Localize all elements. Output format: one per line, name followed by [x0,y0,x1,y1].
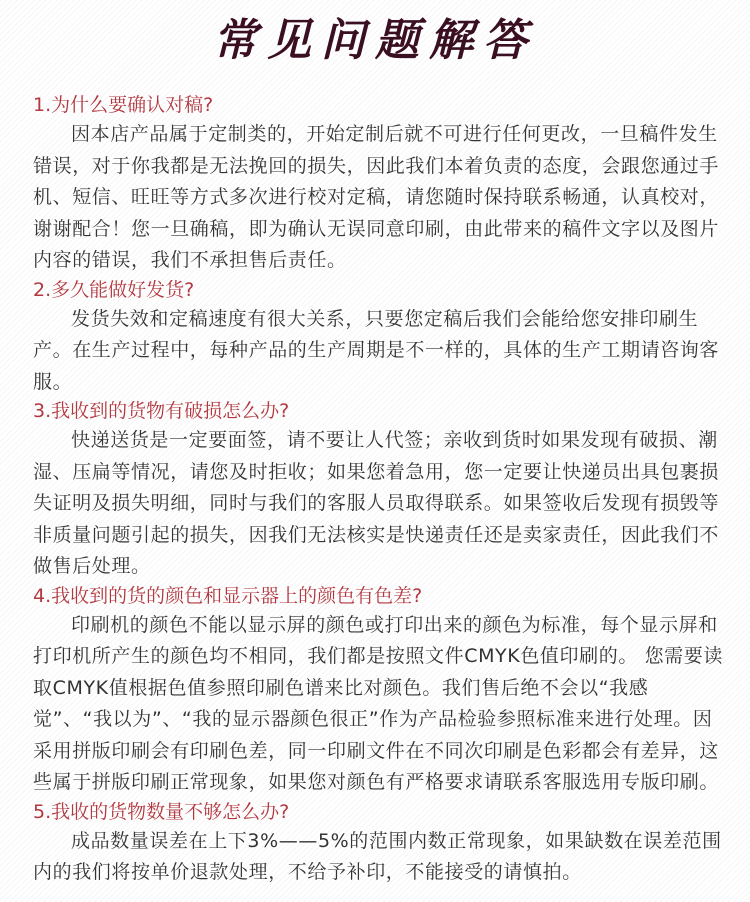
faq-item [33,277,723,399]
faq-question: 2.多久能做好发货? [33,278,195,301]
faq-list [33,92,723,889]
faq-question: 3.我收到的货物有破损怎么办? [33,400,290,422]
faq-question: 4.我收到的货的颜色和显示器上的颜色有色差? [33,584,423,607]
page-title: 常见问题解答 [213,15,537,66]
faq-item [33,92,723,277]
faq-item [33,799,723,889]
faq-question: 5.我收的货物数量不够怎么办? [33,800,290,823]
faq-question: 1.为什么要确认对稿? [33,94,214,116]
faq-answer: 印刷机的颜色不能以显示屏的颜色或打印出来的颜色为标准，每个显示屏和打印机所产生的颜色均不相同，我们都是按照文件CMYK色值印刷的。 您需要读取CMYK值根据色值参照印刷色谱来比对颜色。我们售后绝不会以“我感觉”、“我以为”、“我的显示器颜色很正”作为产品检验参照标准来进行处理。因采用拼版印刷会有印刷色差，同一印刷文件在不同次印刷是色彩都会有差异，这些属于拼版印刷正常现象，如果您对颜色有严格要求请联系客服选用专版印刷。 [33,613,723,793]
faq-item [33,398,723,583]
faq-answer: 发货失效和定稿速度有很大关系，只要您定稿后我们会能给您安排印刷生产。在生产过程中，每种产品的生产周期是不一样的，具体的生产工期请咨询客服。 [33,307,720,393]
faq-answer: 成品数量误差在上下3%——5%的范围内数正常现象，如果缺数在误差范围内的我们将按单价退款处理，不给予补印，不能接受的请慎拍。 [33,829,722,883]
faq-answer: 快递送货是一定要面签，请不要让人代签；亲收到货时如果发现有破损、潮湿、压扁等情况，请您及时拒收；如果您着急用，您一定要让快递员出具包裹损失证明及损失明细，同时与我们的客服人员取得联系。如果签收后发现有损毁等非质量问题引起的损失，因我们无法核实是快递责任还是卖家责任，因此我们不做售后处理。 [33,429,720,577]
faq-item [33,583,723,799]
faq-answer: 因本店产品属于定制类的，开始定制后就不可进行任何更改，一旦稿件发生错误，对于你我都是无法挽回的损失，因此我们本着负责的态度，会跟您通过手机、短信、旺旺等方式多次进行校对定稿，请您随时保持联系畅通，认真校对，谢谢配合！您一旦确稿，即为确认无误同意印刷，由此带来的稿件文字以及图片内容的错误，我们不承担售后责任。 [33,123,720,271]
